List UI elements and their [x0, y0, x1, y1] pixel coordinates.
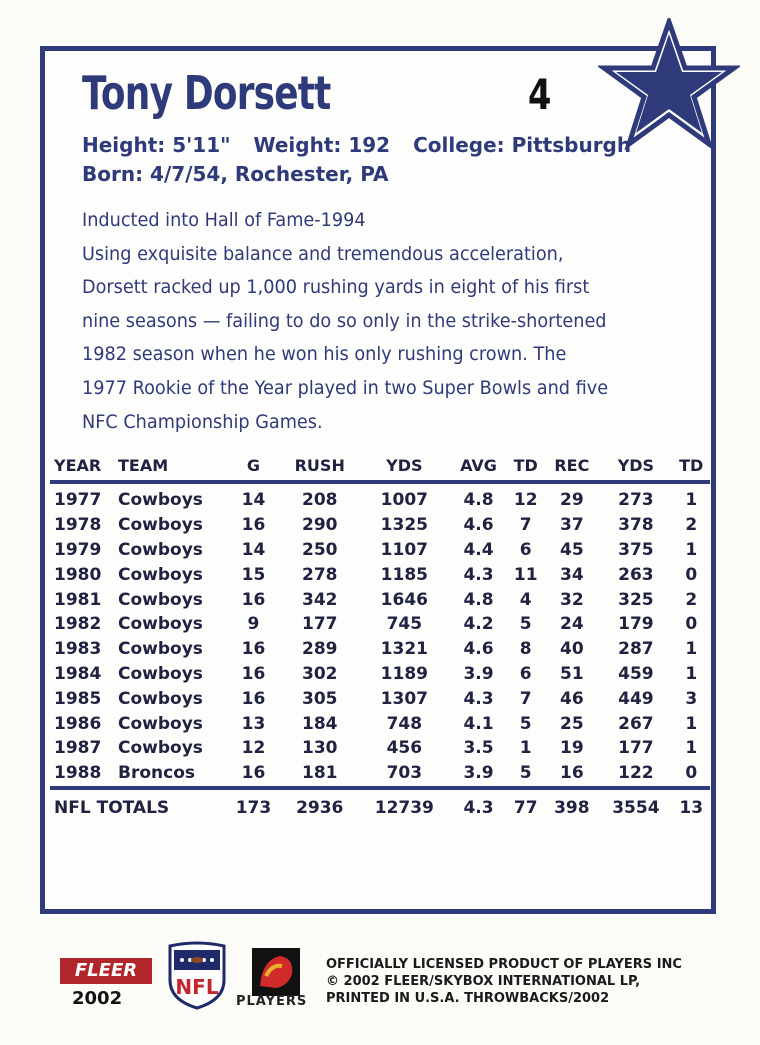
stats-row: [50, 662, 710, 687]
stats-cell: 4.2: [463, 614, 494, 635]
stats-cell: 4.8: [463, 589, 494, 610]
col-header: REC: [554, 455, 590, 475]
col-header: YEAR: [54, 455, 102, 475]
stats-row: [50, 482, 710, 513]
stats-cell: 7: [519, 688, 532, 709]
birth-info: Born: 4/7/54, Rochester, PA: [82, 162, 389, 186]
col-header: TD: [679, 455, 704, 475]
stats-cell: 1: [685, 490, 698, 511]
stats-cell: 290: [301, 515, 338, 536]
stats-cell: 9: [247, 614, 260, 635]
stats-cell: 24: [560, 614, 584, 635]
stats-cell: 14: [241, 539, 266, 560]
stats-cell: 1107: [380, 539, 428, 560]
stats-row: [50, 612, 710, 637]
player-name: Tony Dorsett: [82, 66, 331, 120]
stats-cell: 16: [241, 589, 266, 610]
stats-cell: 456: [386, 738, 423, 759]
bio-line: 1982 season when he won his only rushing crown. The: [82, 343, 567, 366]
players-label: PLAYERS: [236, 994, 308, 1009]
card-year: 2002: [72, 988, 123, 1009]
nfl-shield-icon: [166, 940, 228, 1010]
stats-row: [50, 761, 710, 788]
stats-cell: 1307: [380, 688, 428, 709]
stats-cell: 703: [386, 763, 423, 784]
stats-cell: 263: [618, 564, 654, 585]
stats-cell: 179: [618, 614, 654, 635]
stats-cell: 184: [301, 713, 338, 734]
col-header: G: [246, 455, 261, 475]
card-footer: [0, 936, 760, 1016]
stats-cell: 1985: [54, 688, 102, 709]
stats-row: [50, 562, 710, 587]
stats-cell: 278: [301, 564, 338, 585]
stats-cell: 3.5: [463, 738, 494, 759]
totals-cell: 77: [513, 797, 538, 818]
bio-line: Using exquisite balance and tremendous acceleration,: [82, 242, 564, 265]
stats-cell: 16: [241, 688, 266, 709]
stats-cell: 1981: [54, 589, 102, 610]
stats-row: [50, 686, 710, 711]
player-measurements: [82, 133, 647, 157]
college: College: Pittsburgh: [413, 133, 632, 157]
stats-cell: 250: [301, 539, 338, 560]
stats-cell: 177: [301, 614, 338, 635]
col-header: RUSH: [294, 455, 345, 475]
totals-cell: 3554: [612, 797, 660, 818]
stats-cell: 449: [618, 688, 654, 709]
stats-cell: 4: [519, 589, 532, 610]
stats-cell: 13: [241, 713, 266, 734]
stats-cell: 4.6: [463, 639, 494, 660]
stats-table: [50, 450, 710, 826]
stats-cell: 16: [241, 663, 266, 684]
totals-cell: 2936: [296, 797, 344, 818]
stats-cell: Cowboys: [118, 663, 203, 684]
stats-cell: 6: [519, 539, 532, 560]
stats-cell: 16: [241, 763, 266, 784]
stats-row: [50, 637, 710, 662]
stats-cell: 16: [241, 515, 266, 536]
stats-cell: Cowboys: [118, 564, 203, 585]
stats-cell: 5: [519, 713, 532, 734]
col-header: YDS: [386, 455, 423, 475]
bio-paragraph: [82, 204, 692, 439]
stats-cell: 1979: [54, 539, 102, 560]
stats-cell: 1: [685, 663, 698, 684]
weight: Weight: 192: [253, 133, 391, 157]
legal-line: PRINTED IN U.S.A. THROWBACKS/2002: [326, 991, 610, 1006]
stats-cell: 1189: [380, 663, 428, 684]
totals-cell: 4.3: [463, 797, 494, 818]
stats-cell: 745: [386, 614, 423, 635]
col-header: TD: [513, 455, 538, 475]
stats-cell: 181: [301, 763, 338, 784]
stats-cell: 342: [301, 589, 338, 610]
stats-cell: 14: [241, 490, 266, 511]
stats-cell: 4.8: [463, 490, 494, 511]
stats-row: [50, 587, 710, 612]
stats-cell: Cowboys: [118, 713, 203, 734]
bio-line: Dorsett racked up 1,000 rushing yards in eight of his first: [82, 276, 590, 299]
stats-row: [50, 513, 710, 538]
stats-cell: 1: [685, 713, 698, 734]
legal-text: [326, 956, 682, 1007]
stats-cell: 1646: [380, 589, 428, 610]
stats-cell: 1: [685, 539, 698, 560]
stats-cell: 6: [519, 663, 532, 684]
stats-cell: 325: [618, 589, 654, 610]
bio-line: Inducted into Hall of Fame-1994: [82, 209, 366, 231]
stats-row: [50, 736, 710, 761]
stats-cell: Cowboys: [118, 515, 203, 536]
stats-cell: 15: [241, 564, 266, 585]
totals-row: [50, 788, 710, 826]
bio-line: NFC Championship Games.: [82, 410, 323, 433]
stats-cell: 1325: [380, 515, 428, 536]
stats-header-row: [50, 450, 710, 482]
col-header: AVG: [460, 455, 497, 475]
stats-cell: 1: [685, 738, 698, 759]
stats-cell: 3.9: [463, 763, 494, 784]
career-stats: [50, 450, 710, 826]
stats-cell: 287: [618, 639, 654, 660]
legal-line: OFFICIALLY LICENSED PRODUCT OF PLAYERS INC: [326, 957, 682, 972]
stats-cell: 3.9: [463, 663, 494, 684]
stats-cell: 378: [618, 515, 654, 536]
fleer-logo: FLEER: [60, 958, 152, 984]
stats-cell: 4.6: [463, 515, 494, 536]
stats-cell: 25: [560, 713, 584, 734]
stats-row: [50, 711, 710, 736]
bio-line: nine seasons — failing to do so only in the strike-shortened: [82, 309, 607, 332]
stats-cell: 177: [618, 738, 654, 759]
stats-cell: 375: [618, 539, 654, 560]
stats-cell: 45: [560, 539, 584, 560]
stats-cell: 12: [241, 738, 266, 759]
col-header: YDS: [617, 455, 655, 475]
stats-cell: 0: [685, 564, 698, 585]
stats-body: [50, 482, 710, 788]
stats-cell: Cowboys: [118, 614, 203, 635]
stats-cell: 1: [685, 639, 698, 660]
totals-label: NFL TOTALS: [54, 797, 170, 818]
totals-cell: 12739: [374, 797, 434, 818]
stats-row: [50, 538, 710, 563]
stats-cell: 12: [513, 490, 538, 511]
height: Height: 5'11": [82, 133, 231, 157]
nfl-text: NFL: [175, 975, 219, 999]
stats-cell: 130: [301, 738, 338, 759]
bio-line: 1977 Rookie of the Year played in two Super Bowls and five: [82, 376, 609, 399]
totals-cell: 173: [235, 797, 272, 818]
stats-cell: 1986: [54, 713, 102, 734]
stats-cell: 1007: [380, 490, 428, 511]
stats-cell: 46: [560, 688, 584, 709]
stats-cell: 7: [519, 515, 532, 536]
stats-cell: 459: [618, 663, 654, 684]
totals-cell: 13: [679, 797, 704, 818]
stats-cell: 1977: [54, 490, 102, 511]
stats-cell: Cowboys: [118, 539, 203, 560]
stats-cell: Cowboys: [118, 589, 203, 610]
stats-cell: 1980: [54, 564, 102, 585]
stats-cell: 1987: [54, 738, 102, 759]
stats-cell: 40: [560, 639, 584, 660]
stats-cell: 1185: [380, 564, 428, 585]
stats-cell: 11: [513, 564, 538, 585]
stats-cell: 302: [301, 663, 338, 684]
stats-cell: 4.3: [463, 688, 494, 709]
stats-cell: 34: [560, 564, 584, 585]
stats-cell: 289: [301, 639, 338, 660]
stats-cell: 4.3: [463, 564, 494, 585]
stats-cell: 0: [685, 763, 698, 784]
stats-cell: Cowboys: [118, 639, 203, 660]
stats-cell: 0: [685, 614, 698, 635]
stats-cell: 19: [560, 738, 584, 759]
stats-cell: 4.1: [463, 713, 494, 734]
stats-cell: Cowboys: [118, 688, 203, 709]
stats-cell: 1988: [54, 763, 102, 784]
stats-cell: Cowboys: [118, 490, 203, 511]
stats-cell: 2: [685, 515, 698, 536]
jersey-number: 4: [528, 70, 552, 119]
col-header: TEAM: [118, 455, 169, 475]
stats-cell: 2: [685, 589, 698, 610]
stats-cell: 4.4: [463, 539, 494, 560]
legal-line: © 2002 FLEER/SKYBOX INTERNATIONAL LP,: [326, 974, 641, 989]
stats-cell: 122: [618, 763, 654, 784]
stats-cell: 16: [560, 763, 584, 784]
stats-cell: 51: [560, 663, 584, 684]
stats-cell: Broncos: [118, 763, 195, 784]
stats-cell: 208: [301, 490, 338, 511]
stats-cell: 748: [386, 713, 423, 734]
stats-cell: 1321: [380, 639, 428, 660]
stats-cell: 5: [519, 763, 532, 784]
stats-cell: 1984: [54, 663, 102, 684]
stats-cell: 32: [560, 589, 584, 610]
stats-cell: 267: [618, 713, 654, 734]
stats-cell: 1: [519, 738, 532, 759]
stats-cell: 37: [560, 515, 584, 536]
stats-cell: 1978: [54, 515, 102, 536]
stats-cell: Cowboys: [118, 738, 203, 759]
stats-cell: 273: [618, 490, 654, 511]
stats-cell: 3: [685, 688, 698, 709]
star-icon: [598, 18, 740, 152]
stats-cell: 29: [560, 490, 584, 511]
stats-cell: 5: [519, 614, 532, 635]
stats-cell: 1982: [54, 614, 102, 635]
stats-cell: 16: [241, 639, 266, 660]
stats-cell: 305: [301, 688, 338, 709]
stats-cell: 1983: [54, 639, 102, 660]
stats-cell: 8: [519, 639, 532, 660]
totals-cell: 398: [554, 797, 590, 818]
